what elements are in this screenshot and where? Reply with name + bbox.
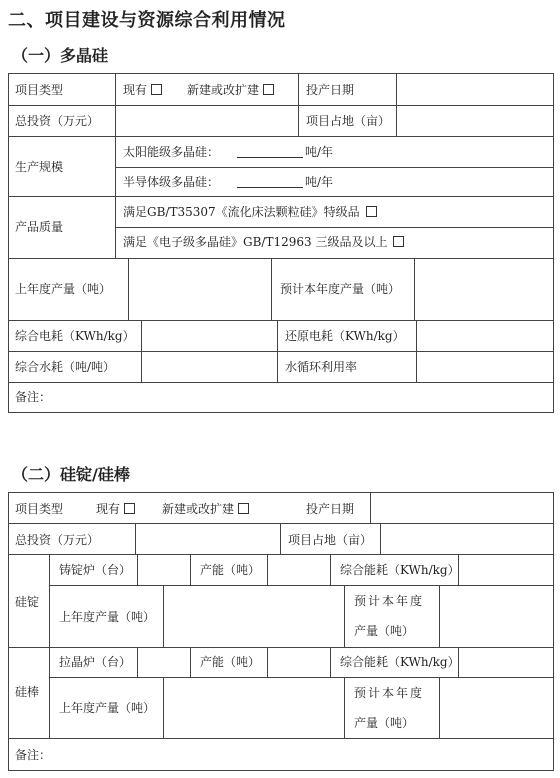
quality-1-label: 满足GB/T35307《流化床法颗粒硅》特级品 [123, 205, 360, 219]
quality-option-1[interactable] [123, 205, 377, 219]
existing-option[interactable] [123, 83, 162, 97]
quality-label: 产品质量 [15, 220, 64, 234]
quality-2-checkbox[interactable] [393, 236, 404, 247]
s2-note-label: 备注： [15, 748, 52, 762]
rod-last-year-label: 上年度产量（吨） [59, 701, 156, 715]
s2-existing-option[interactable] [96, 502, 135, 516]
s2-total-invest-label: 总投资（万元） [15, 533, 100, 547]
capacity-label: 生产规模 [15, 160, 64, 174]
rod-energy-label: 综合能耗（KWh/kg） [340, 655, 460, 669]
ingot-energy-label: 综合能耗（KWh/kg） [340, 563, 460, 577]
power-label: 综合电耗（KWh/kg） [15, 329, 135, 343]
last-year-label: 上年度产量（吨） [15, 282, 112, 296]
s2-project-type-label: 项目类型 [15, 502, 64, 516]
solar-row [123, 145, 333, 159]
solar-label: 太阳能级多晶硅： [123, 145, 220, 159]
section-title: 二、项目建设与资源综合利用情况 [8, 10, 286, 31]
rod-est-label-b: 产量（吨） [354, 716, 415, 730]
semi-unit: 吨/年 [305, 175, 334, 189]
s2-new-checkbox[interactable] [238, 503, 249, 514]
s2-start-date-label: 投产日期 [306, 502, 355, 516]
semi-label: 半导体级多晶硅： [123, 175, 220, 189]
rod-est-label-a: 预计本年度 [354, 686, 425, 700]
rod-label: 硅棒 [15, 685, 40, 699]
ingot-est-label-a: 预计本年度 [354, 594, 425, 608]
solar-blank[interactable] [237, 145, 303, 158]
existing-label: 现有 [123, 83, 148, 97]
s2-new-label: 新建或改扩建 [162, 502, 235, 516]
s2-existing-checkbox[interactable] [124, 503, 135, 514]
quality-option-2[interactable] [123, 235, 404, 249]
reduce-label: 还原电耗（KWh/kg） [285, 329, 405, 343]
s2-new-option[interactable] [162, 502, 249, 516]
est-label: 预计本年度产量（吨） [280, 282, 401, 296]
rod-capacity-label: 产能（吨） [200, 655, 261, 669]
total-invest-label: 总投资（万元） [15, 114, 100, 128]
water-label: 综合水耗（吨/吨） [15, 360, 116, 374]
note-label: 备注： [15, 390, 52, 404]
semi-blank[interactable] [237, 175, 303, 188]
existing-checkbox[interactable] [151, 84, 162, 95]
new-label: 新建或改扩建 [187, 83, 260, 97]
ingot-furnace-label: 铸锭炉（台） [59, 563, 132, 577]
project-type-label: 项目类型 [15, 83, 64, 97]
semi-row [123, 175, 333, 189]
ingot-capacity-label: 产能（吨） [200, 563, 261, 577]
recycle-label: 水循环利用率 [285, 360, 358, 374]
ingot-last-year-label: 上年度产量（吨） [59, 610, 156, 624]
quality-1-checkbox[interactable] [366, 206, 377, 217]
solar-unit: 吨/年 [305, 145, 334, 159]
quality-2-label: 满足《电子级多晶硅》GB/T12963 三级品及以上 [123, 235, 388, 249]
ingot-est-label-b: 产量（吨） [354, 624, 415, 638]
subsection-title-ingot: （二）硅锭/硅棒 [12, 465, 130, 484]
puller-label: 拉晶炉（台） [59, 655, 132, 669]
ingot-label: 硅锭 [15, 595, 40, 609]
start-date-label: 投产日期 [306, 83, 355, 97]
subsection-title-polysilicon: （一）多晶硅 [12, 46, 109, 65]
new-checkbox[interactable] [263, 84, 274, 95]
s2-land-label: 项目占地（亩） [288, 533, 373, 547]
land-label: 项目占地（亩） [306, 114, 391, 128]
new-option[interactable] [187, 83, 274, 97]
s2-existing-label: 现有 [96, 502, 121, 516]
